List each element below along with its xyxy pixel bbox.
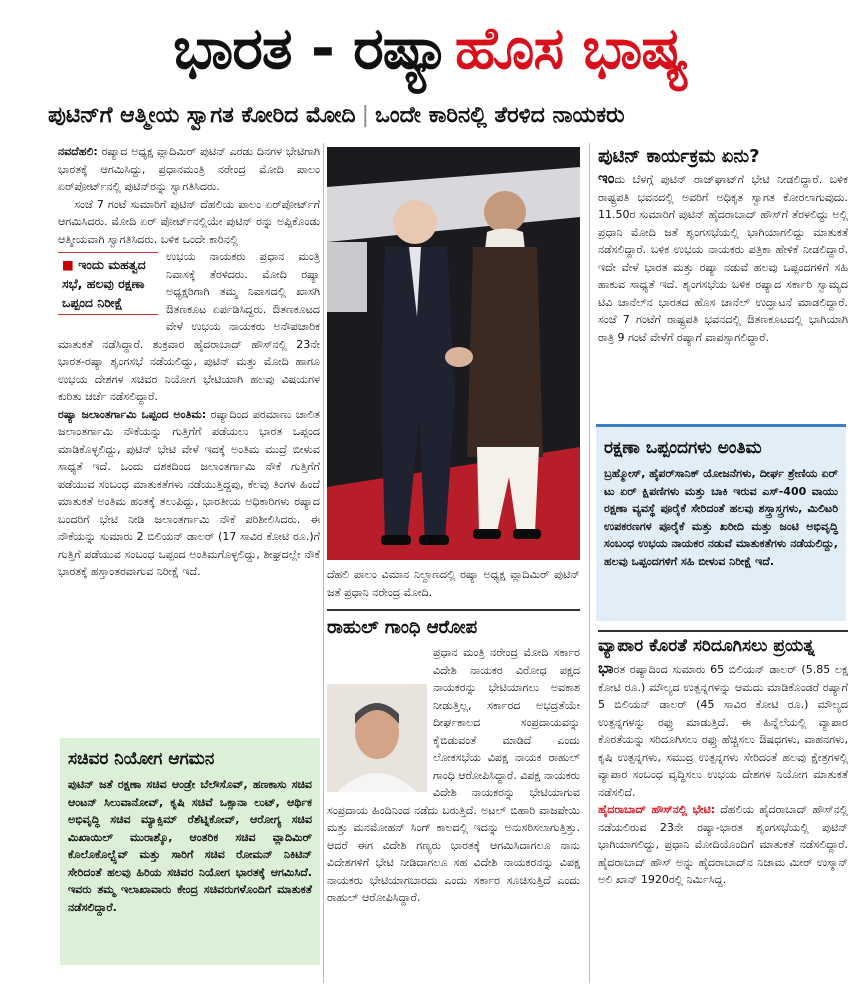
column-divider-2 (589, 143, 590, 983)
trade-article (598, 660, 848, 980)
delegation-box (60, 738, 320, 965)
headline-part2: ಹೊಸ ಭಾಷ್ಯ (454, 14, 688, 82)
subhead-separator: | (361, 103, 370, 128)
rahul-text: ಪ್ರಧಾನ ಮಂತ್ರಿ ನರೇಂದ್ರ ಮೋದಿ ಸರ್ಕಾರ ವಿದೇಶಿ ನಾಯಕರ ವಿರೋಧ ಪಕ್ಷದ ನಾಯಕರನ್ನು ಭೇಟಿಯಾಗಲು ಅವಕಾಶ ನೀಡುತ್ತಿಲ್ಲ, ಸರ್ಕಾರದ ಅಭದ್ರತೆಯೇ ದೀರ್ಘಕಾಲದ ಸಂಪ್ರದಾಯವನ್ನು ಕೈಬಿಡುವಂತೆ ಮಾಡಿದೆ ಎಂದು ಲೋಕಸಭೆಯ ವಿಪಕ್ಷ ನಾಯಕ ರಾಹುಲ್ ಗಾಂಧಿ ಆರೋಪಿಸಿದ್ದಾರೆ. ವಿಪಕ್ಷ ನಾಯಕರು ವಿದೇಶಿ ನಾಯಕರನ್ನು ಭೇಟಿಯಾಗುವ ಸಂಪ್ರದಾಯ ಹಿಂದಿನಿಂದ ನಡೆದು ಬರುತ್ತಿದೆ. ಅಟಲ್ ಬಿಹಾರಿ ವಾಜಪೇಯಿ ಮತ್ತು ಮನಮೋಹನ್ ಸಿಂಗ್ ಕಾಲದಲ್ಲಿ ಇದನ್ನು ಅನುಸರಿಸಲಾಗುತ್ತಿತ್ತು. ಆದರೆ ಈಗ ವಿದೇಶಿ ಗಣ್ಯರು ಭಾರತಕ್ಕೆ ಆಗಮಿಸಿದಾಗಲೂ ನಾನು ವಿದೇಶಗಳಿಗೆ ಭೇಟಿ ನೀಡಿದಾಗಲೂ ಸಹ ವಿದೇಶಿ ನಾಯಕರನನ್ನು ವಿಪಕ್ಷ ನಾಯಕರು ಭೇಟಿಯಾಗಬಾರದು ಎಂದು ಸರ್ಕಾರ ಸೂಚಿಸುತ್ತಿದೆ ಎಂದು ರಾಹುಲ್ ಆರೋಪಿಸಿದ್ದಾರೆ. (327, 646, 580, 904)
trade-paragraph-1 (598, 660, 848, 801)
photo-caption: ದೆಹಲಿ ಪಾಲಂ ವಿಮಾನ ನಿಲ್ದಾಣದಲ್ಲಿ ರಷ್ಯಾ ಅಧ್ಯಕ್ಷ ವ್ಲಾದಿಮಿರ್ ಪುಟಿನ್ ಜತೆ ಪ್ರಧಾನಿ ನರೇಂದ್ರ ಮೋದಿ. (327, 568, 580, 599)
defense-deals-box (596, 424, 846, 621)
putin-program-article (598, 170, 848, 410)
paragraph-4 (58, 406, 320, 581)
trade-section-title: ವ್ಯಾಪಾರ ಕೊರತೆ ಸರಿದೂಗಿಸಲು ಪ್ರಯತ್ನ (598, 636, 815, 656)
subheadline (48, 96, 848, 136)
bullet-square-icon: ■ (62, 257, 74, 272)
delegation-box-body: ಪುಟಿನ್ ಜತೆ ರಕ್ಷಣಾ ಸಚಿವ ಆಂಡ್ರೇ ಬೆಲೌಸೊವ್, ಹಣಕಾಸು ಸಚಿವ ಆಂಟನ್ ಸಿಲುವಾನೋವ್, ಕೃಷಿ ಸಚಿವೆ ಒಕ್ಸಾನಾ ಲುಟ್, ಆರ್ಥಿಕ ಅಭಿವೃದ್ಧಿ ಸಚಿವ ಮ್ಯಾಕ್ಸಿಮ್ ರೆಶೆಟ್ನಿಕೋವ್, ಆರೋಗ್ಯ ಸಚಿವ ಮಿಖಾಯಿಲ್ ಮುರಾಶ್ಕೊ, ಆಂತರಿಕ ಸಚಿವ ವ್ಲಾದಿಮಿರ್ ಕೊಲೊಕೊಲ್ಟ್ಸೆವ್ ಮತ್ತು ಸಾರಿಗೆ ಸಚಿವ ರೋಮನ್ ನಿಕಿಟಿನ್ ಸೇರಿದಂತೆ ಹಲವು ಹಿರಿಯ ಸಚಿವರ ನಿಯೋಗ ಭಾರತಕ್ಕೆ ಆಗಮಿಸಿದೆ. ಇವರು ತಮ್ಮ ಇಲಾಖಾವಾರು ಕೇಂದ್ರ ಸಚಿವರುಗಳೊಂದಿಗೆ ಮಾತುಕತೆ ನಡೆಸಲಿದ್ದಾರೆ. (68, 778, 312, 914)
delegation-box-title: ಸಚಿವರ ನಿಯೋಗ ಆಗಮನ (68, 749, 215, 769)
headline-part1: ಭಾರತ - ರಷ್ಯಾ (173, 14, 450, 82)
photo-illustration (327, 147, 580, 560)
paragraph-1 (58, 143, 320, 196)
trade-p2-label: ಹೈದರಾಬಾದ್ ಹೌಸ್‌ನಲ್ಲಿ ಭೇಟಿ: (598, 803, 716, 816)
rahul-portrait-illustration (327, 684, 427, 792)
trade-paragraph-2 (598, 801, 848, 889)
paragraph-2 (58, 196, 320, 249)
putin-program-title: ಪುಟಿನ್ ಕಾರ್ಯಕ್ರಮ ಏನು? (598, 146, 760, 167)
handshake (445, 347, 473, 367)
rahul-gandhi-photo (327, 684, 427, 792)
paragraph-1-text: ರಷ್ಯಾದ ಅಧ್ಯಕ್ಷ ವ್ಲಾದಿಮಿರ್ ಪುಟಿನ್ ಎರಡು ದಿನಗಳ ಭೇಟಿಗಾಗಿ ಭಾರತಕ್ಕೆ ಆಗಮಿಸಿದ್ದು, ಪ್ರಧಾನಮಂತ್ರಿ ನರೇಂದ್ರ ಮೋದಿ ಪಾಲಂ ಏರ್‌ಪೋರ್ಟ್‌ನಲ್ಲಿ ಪುಟಿನ್‌ರನ್ನು ಸ್ವಾಗತಿಸಿದರು. (58, 145, 320, 193)
defense-box-body: ಬ್ರಹ್ಮೋಸ್, ಹೈಪರ್‌ಸಾನಿಕ್ ಯೋಜನೆಗಳು, ದೀರ್ಘ ಶ್ರೇಣಿಯ ಏರ್ ಟು ಏರ್ ಕ್ಷಿಪಣಿಗಳು ಮತ್ತು ಬಾಕಿ ಇರುವ ಎಸ್-400 ವಾಯು ರಕ್ಷಣಾ ವ್ಯವಸ್ಥೆ ಪೂರೈಕೆ ಸೇರಿದಂತೆ ಹಲವು ಶಸ್ತ್ರಾಸ್ತ್ರಗಳು, ಮಿಲಿಟರಿ ಉಪಕರಣಗಳ ಪೂರೈಕೆ ಮತ್ತು ಖರೀದಿ ಮತ್ತು ಜಂಟಿ ಅಭಿವೃದ್ಧಿ ಸಂಬಂಧ ಉಭಯ ನಾಯಕರ ನಡುವೆ ಮಾತುಕತೆಗಳು ನಡೆಯಲಿದ್ದು, ಹಲವು ಒಪ್ಪಂದಗಳಿಗೆ ಸಹಿ ಬೀಳುವ ನಿರೀಕ್ಷೆ ಇದೆ. (604, 467, 838, 568)
putin-program-text: ದು ಬೆಳಗ್ಗೆ ಪುಟಿನ್ ರಾಜ್‌ಘಾಟ್‌ಗೆ ಭೇಟಿ ನೀಡಲಿದ್ದಾರೆ. ಬಳಿಕ ರಾಷ್ಟ್ರಪತಿ ಭವನದಲ್ಲಿ ಅವರಿಗೆ ಅಧಿಕೃತ ಸ್ವಾಗತ ಕೋರಲಾಗುವುದು. 11.50ರ ಸುಮಾರಿಗೆ ಪುಟಿನ್ ಹೈದರಾಬಾದ್ ಹೌಸ್‌ಗೆ ತೆರಳಲಿದ್ದು ಅಲ್ಲಿ ಪ್ರಧಾನಿ ಮೋದಿ ಜತೆ ಶೃಂಗಸಭೆಯಲ್ಲಿ ಭಾಗಿಯಾಗಲಿದ್ದು ಮಾತುಕತೆ ನಡೆಸಲಿದ್ದಾರೆ. ಬಳಿಕ ಉಭಯ ನಾಯಕರು ಪತ್ರಿಕಾ ಹೇಳಿಕೆ ನೀಡಲಿದ್ದಾರೆ. ಇದೇ ವೇಳೆ ಭಾರತ ಮತ್ತು ರಷ್ಯಾ ನಡುವೆ ಹಲವು ಒಪ್ಪಂದಗಳಿಗೆ ಸಹಿ ಹಾಕುವ ಸಾಧ್ಯತೆ ಇದೆ. ಶೃಂಗಸಭೆಯ ಬಳಿಕ ರಷ್ಯಾದ ಸರ್ಕಾರಿ ಸ್ವಾಮ್ಯದ ಟಿವಿ ಚಾನೆಲ್‌ನ ಭಾರತದ ಹೊಸ ಚಾನೆಲ್ ಉದ್ಘಾಟನೆ ಮಾಡಲಿದ್ದಾರೆ. ಸಂಜೆ 7 ಗಂಟೆಗೆ ರಾಷ್ಟ್ರಪತಿ ಭವನದಲ್ಲಿ ಔತಣಕೂಟದಲ್ಲಿ ಭಾಗಿಯಾಗಿ ರಾತ್ರಿ 9 ಗಂಟೆ ವೇಳೆಗೆ ರಷ್ಯಾಗೆ ವಾಪಸ್ಸಾಗಲಿದ್ದಾರೆ. (598, 173, 848, 344)
pullquote (58, 252, 158, 315)
paragraph-3-text: ಉಭಯ ನಾಯಕರು ಪ್ರಧಾನ ಮಂತ್ರಿ ನಿವಾಸಕ್ಕೆ ತೆರಳಿದರು. ಮೋದಿ ರಷ್ಯಾ ಅಧ್ಯಕ್ಷರಿಗಾಗಿ ತಮ್ಮ ನಿವಾಸದಲ್ಲಿ ಖಾಸಗಿ ಔತಣಕೂಟ ಏರ್ಪಡಿಸಿದ್ದರು. ಔತಣಕೂಟದ ವೇಳೆ ಉಭಯ ನಾಯಕರು ಅನೌಪಚಾರಿಕ ಮಾತುಕತೆ ನಡೆಸಿದ್ದಾರೆ. ಶುಕ್ರವಾರ ಹೈದರಾಬಾದ್ ಹೌಸ್‌ನಲ್ಲಿ 23ನೇ ಭಾರತ-ರಷ್ಯಾ ಶೃಂಗಸಭೆ ನಡೆಯಲಿದ್ದು, ಪುಟಿನ್ ಮತ್ತು ಮೋದಿ ಹಾಗೂ ಉಭಯ ದೇಶಗಳ ಸಚಿವರ ನಿಯೋಗ ಭೇಟಿಯಾಗಿ ಹಲವು ವಿಷಯಗಳ ಕುರಿತು ಚರ್ಚೆ ನಡೆಸಲಿದ್ದಾರೆ. (58, 250, 320, 403)
paragraph-4-label: ರಷ್ಯಾ ಜಲಾಂತರ್ಗಾಮಿ ಒಪ್ಪಂದ ಅಂತಿಮ: (58, 407, 207, 421)
paragraph-4-text: ರಷ್ಯಾದಿಂದ ಪರಮಾಣು ಚಾಲಿತ ಜಲಾಂತರ್ಗಾಮಿ ನೌಕೆಯನ್ನು ಗುತ್ತಿಗೆಗೆ ಪಡೆಯಲು ಭಾರತ ಒಪ್ಪಂದ ಮಾಡಿಕೊಳ್ಳಲಿದ್ದು, ಪುಟಿನ್ ಭೇಟಿ ವೇಳೆ ಇದಕ್ಕೆ ಅಂತಿಮ ಮುದ್ರೆ ಬೀಳುವ ಸಾಧ್ಯತೆ ಇದೆ. ಒಂದು ದಶಕದಿಂದ ಜಲಾಂತರ್ಗಾಮಿ ನೌಕೆ ಗುತ್ತಿಗೆಗೆ ಪಡೆಯುವ ಸಂಬಂಧ ಮಾತುಕತೆಗಳು ನಡೆಯುತ್ತಿದ್ದವು, ಕೆಲವು ತಿಂಗಳ ಹಿಂದೆ ಮಾತುಕತೆ ಅಂತಿಮ ಹಂತಕ್ಕೆ ತಲುಪಿದ್ದು, ಭಾರತೀಯ ಅಧಿಕಾರಿಗಳು ರಷ್ಯಾದ ಬಂದರಿಗೆ ಭೇಟಿ ನೀಡಿ ಜಲಾಂತರ್ಗಾಮಿ ನೌಕೆ ಪರಿಶೀಲಿಸಿದರು. ಈ ನೌಕೆಯನ್ನು ಸುಮಾರು 2 ಬಿಲಿಯನ್ ಡಾಲರ್ (17 ಸಾವಿರ ಕೋಟಿ ರೂ.)ಗೆ ಗುತ್ತಿಗೆ ಪಡೆಯುವ ಸಂಬಂಧ ಒಪ್ಪಂದ ಅಂತಿಮಗೊಳ್ಳಲಿದ್ದು, ಶೀಘ್ರದಲ್ಲೇ ನೌಕೆ ಭಾರತಕ್ಕೆ ಹಸ್ತಾಂತರವಾಗುವ ನಿರೀಕ್ಷೆ ಇದೆ. (58, 407, 320, 578)
subhead-right: ಒಂದೇ ಕಾರಿನಲ್ಲಿ ತೆರಳಿದ ನಾಯಕರು (375, 103, 625, 128)
main-article-column (58, 143, 320, 723)
dateline: ನವದೆಹಲಿ: (58, 145, 98, 158)
section-divider (327, 609, 580, 611)
rahul-article (327, 644, 580, 974)
defense-box-title: ರಕ್ಷಣಾ ಒಪ್ಪಂದಗಳು ಅಂತಿಮ (604, 438, 762, 458)
paragraph-2-text: ಸಂಜೆ 7 ಗಂಟೆ ಸುಮಾರಿಗೆ ಪುಟಿನ್ ದೆಹಲಿಯ ಪಾಲಂ ಏರ್‌ಪೋರ್ಟ್‌ಗೆ ಆಗಮಿಸಿದರು. ಮೋದಿ ಏರ್ ಪೋರ್ಟ್‌ನಲ್ಲಿಯೇ ಪುಟಿನ್ ರನ್ನು ಅಪ್ಪಿಕೊಂಡು ಆತ್ಮೀಯವಾಗಿ ಸ್ವಾಗತಿಸಿದರು. ಬಳಿಕ ಒಂದೇ ಕಾರಿನಲ್ಲಿ (58, 197, 320, 246)
rahul-section-title: ರಾಹುಲ್ ಗಾಂಧಿ ಆರೋಪ (327, 617, 478, 638)
putin-modi-photo (327, 147, 580, 560)
trade-p1-text: ರತ ರಷ್ಯಾದಿಂದ ಸುಮಾರು 65 ಬಿಲಿಯನ್ ಡಾಲರ್ (5.85 ಲಕ್ಷ ಕೋಟಿ ರೂ.) ಮೌಲ್ಯದ ಉತ್ಪನ್ನಗಳನ್ನು ಆಮದು ಮಾಡಿಕೊಂಡರೆ ರಷ್ಯಾಗೆ 5 ಬಿಲಿಯನ್ ಡಾಲರ್ (45 ಸಾವಿರ ಕೋಟಿ ರೂ.) ಮೌಲ್ಯದ ಉತ್ಪನ್ನಗಳನ್ನು ರಫ್ತು ಮಾಡುತ್ತಿದೆ. ಈ ಹಿನ್ನೆಲೆಯಲ್ಲಿ ವ್ಯಾಪಾರ ಕೊರತೆಯನ್ನು ಸರಿದೂಗಿಸಲು ರಫ್ತು ಹೆಚ್ಚಿಸಲು ಔಷಧಗಳು, ವಾಹನಗಳು, ಕೃಷಿ ಉತ್ಪನ್ನಗಳು, ಸಮುದ್ರ ಉತ್ಪನ್ನಗಳು ಸೇರಿದಂತೆ ಹಲವು ಕ್ಷೇತ್ರಗಳಲ್ಲಿ ವ್ಯಾಪಾರ ಸಂಬಂಧ ವೃದ್ಧಿಸಲು ಉಭಯ ದೇಶಗಳ ನಿಯೋಗ ಮಾತುಕತೆ ನಡೆಸಲಿದೆ. (598, 663, 848, 799)
headline (0, 0, 861, 96)
pullquote-text: ಇಂದು ಮಹತ್ವದ ಸಭೆ, ಹಲವು ರಕ್ಷಣಾ ಒಪ್ಪಂದ ನಿರೀಕ್ಷೆ (62, 257, 146, 310)
subhead-left: ಪುಟಿನ್‌ಗೆ ಆತ್ಮೀಯ ಸ್ವಾಗತ ಕೋರಿದ ಮೋದಿ (48, 103, 356, 128)
column-divider-1 (323, 143, 324, 983)
trade-p2-text: ದೆಹಲಿಯ ಹೈದರಾಬಾದ್ ಹೌಸ್‌ನಲ್ಲಿ ನಡೆಯಲಿರುವ 23ನೇ ರಷ್ಯಾ-ಭಾರತ ಶೃಂಗಸಭೆಯಲ್ಲಿ ಪುಟಿನ್ ಭಾಗಿಯಾಗಲಿದ್ದು, ಪ್ರಧಾನಿ ಮೋದಿಯೊಂದಿಗೆ ಮಾತುಕತೆ ನಡೆಸಲಿದ್ದಾರೆ. ಹೈದರಾಬಾದ್ ಹೌಸ್ ಅನ್ನು ಹೈದರಾಬಾದ್‌ನ ನಿಜಾಮ ಮೀರ್ ಉಸ್ಮಾನ್ ಅಲಿ ಖಾನ್ 1920ರಲ್ಲಿ ನಿರ್ಮಿಸಿದ್ದ. (598, 803, 848, 886)
trade-initial: ಭಾ (598, 660, 614, 677)
putin-program-initial: ಇಂ (598, 170, 615, 187)
